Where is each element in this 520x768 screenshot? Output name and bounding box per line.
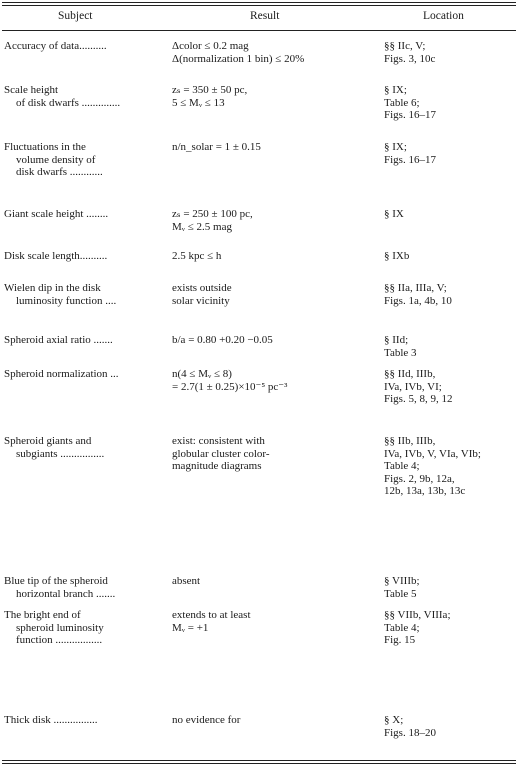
result-line: Mᵥ = +1 [172,621,209,634]
cell-subject [4,84,169,109]
location-line: § X; [384,714,404,726]
result-line: extends to at least [172,609,251,621]
subject-line: Fluctuations in the [4,141,86,153]
subject-line: spheroid luminosity [16,621,104,634]
subject-line: of disk dwarfs .............. [16,96,121,109]
location-line: Fig. 15 [384,634,416,647]
cell-result [172,282,384,307]
result-line: absent [172,575,201,587]
header-result: Result [250,10,280,22]
location-line: § IX [384,208,404,220]
location-line: Figs. 5, 8, 9, 12 [384,393,453,406]
cell-result [172,714,384,727]
cell-location [384,282,516,307]
cell-subject [4,141,169,179]
result-line: Δcolor ≤ 0.2 mag [172,40,249,52]
location-line: §§ VIIb, VIIIa; [384,609,451,621]
location-line: Figs. 3, 10c [384,52,436,65]
subject-line: luminosity function .... [16,294,117,307]
location-line: Figs. 2, 9b, 12a, [384,472,455,485]
result-line: zₛ = 350 ± 50 pc, [172,84,248,96]
subject-line: function ................. [16,634,103,647]
location-line: § IId; [384,334,409,346]
subject-line: Scale height [4,84,59,96]
result-line: b/a = 0.80 +0.20 −0.05 [172,334,273,346]
cell-result [172,208,384,233]
location-line: 12b, 13a, 13b, 13c [384,485,466,498]
subject-line: Disk scale length.......... [4,250,108,262]
cell-subject [4,368,169,381]
result-line: Mᵥ ≤ 2.5 mag [172,220,232,233]
result-line: n/n_solar = 1 ± 0.15 [172,141,261,153]
location-line: Figs. 16–17 [384,109,436,122]
cell-result [172,609,384,634]
result-line: 2.5 kpc ≤ h [172,250,222,262]
subject-line: The bright end of [4,609,81,621]
subject-line: Accuracy of data.......... [4,40,107,52]
cell-result [172,40,384,65]
location-line: § IXb [384,250,410,262]
location-line: Figs. 18–20 [384,726,436,739]
top-rule-2 [2,5,516,6]
location-line: § IX; [384,84,407,96]
subject-line: Spheroid axial ratio ....... [4,334,113,346]
cell-result [172,334,384,347]
location-line: §§ IId, IIIb, [384,368,436,380]
cell-subject [4,334,169,347]
subject-line: Thick disk ................ [4,714,98,726]
cell-location [384,714,516,739]
cell-subject [4,575,169,600]
cell-subject [4,609,169,647]
cell-location [384,141,516,166]
cell-location [384,40,516,65]
subject-line: Giant scale height ........ [4,208,109,220]
cell-location [384,334,516,359]
cell-result [172,368,384,393]
top-rule-1 [2,2,516,3]
subject-line: horizontal branch ....... [16,587,116,600]
cell-result [172,84,384,109]
cell-subject [4,250,169,263]
cell-location [384,250,516,263]
subject-line: Blue tip of the spheroid [4,575,108,587]
result-line: solar vicinity [172,294,230,307]
subject-line: Spheroid giants and [4,435,92,447]
subject-line: disk dwarfs ............ [16,166,103,179]
location-line: IVa, IVb, V, VIa, VIb; [384,447,481,460]
header-location: Location [423,10,464,22]
result-line: no evidence for [172,714,241,726]
result-line: magnitude diagrams [172,460,262,473]
cell-result [172,250,384,263]
cell-location [384,609,516,647]
subject-line: Wielen dip in the disk [4,282,101,294]
subject-line: volume density of [16,153,96,166]
result-line: 5 ≤ Mᵥ ≤ 13 [172,96,225,109]
result-line: exist: consistent with [172,435,265,447]
header-rule [2,30,516,31]
cell-location [384,575,516,600]
bottom-rule-1 [2,760,516,761]
location-line: IVa, IVb, VI; [384,380,442,393]
result-line: Δ(normalization 1 bin) ≤ 20% [172,52,305,65]
cell-subject [4,282,169,307]
location-line: Table 4; [384,621,420,634]
location-line: §§ IIb, IIIb, [384,435,436,447]
result-line: globular cluster color- [172,447,270,460]
result-line: zₛ = 250 ± 100 pc, [172,208,253,220]
cell-location [384,84,516,122]
cell-result [172,435,384,473]
cell-location [384,435,516,498]
bottom-rule-2 [2,763,516,764]
location-line: Table 3 [384,346,417,359]
location-line: §§ IIc, V; [384,40,426,52]
header-subject: Subject [58,10,93,22]
cell-subject [4,40,169,53]
location-line: §§ IIa, IIIa, V; [384,282,447,294]
location-line: Table 6; [384,96,420,109]
location-line: Figs. 16–17 [384,153,436,166]
cell-location [384,368,516,406]
cell-subject [4,714,169,727]
subject-line: subgiants ................ [16,447,105,460]
cell-subject [4,208,169,221]
subject-line: Spheroid normalization ... [4,368,119,380]
result-line: = 2.7(1 ± 0.25)×10⁻⁵ pc⁻³ [172,380,288,393]
location-line: § IX; [384,141,407,153]
location-line: Figs. 1a, 4b, 10 [384,294,452,307]
result-line: n(4 ≤ Mᵥ ≤ 8) [172,368,232,380]
cell-subject [4,435,169,460]
cell-location [384,208,516,221]
cell-result [172,141,384,154]
location-line: Table 5 [384,587,417,600]
location-line: Table 4; [384,460,420,473]
location-line: § VIIIb; [384,575,420,587]
cell-result [172,575,384,588]
result-line: exists outside [172,282,232,294]
